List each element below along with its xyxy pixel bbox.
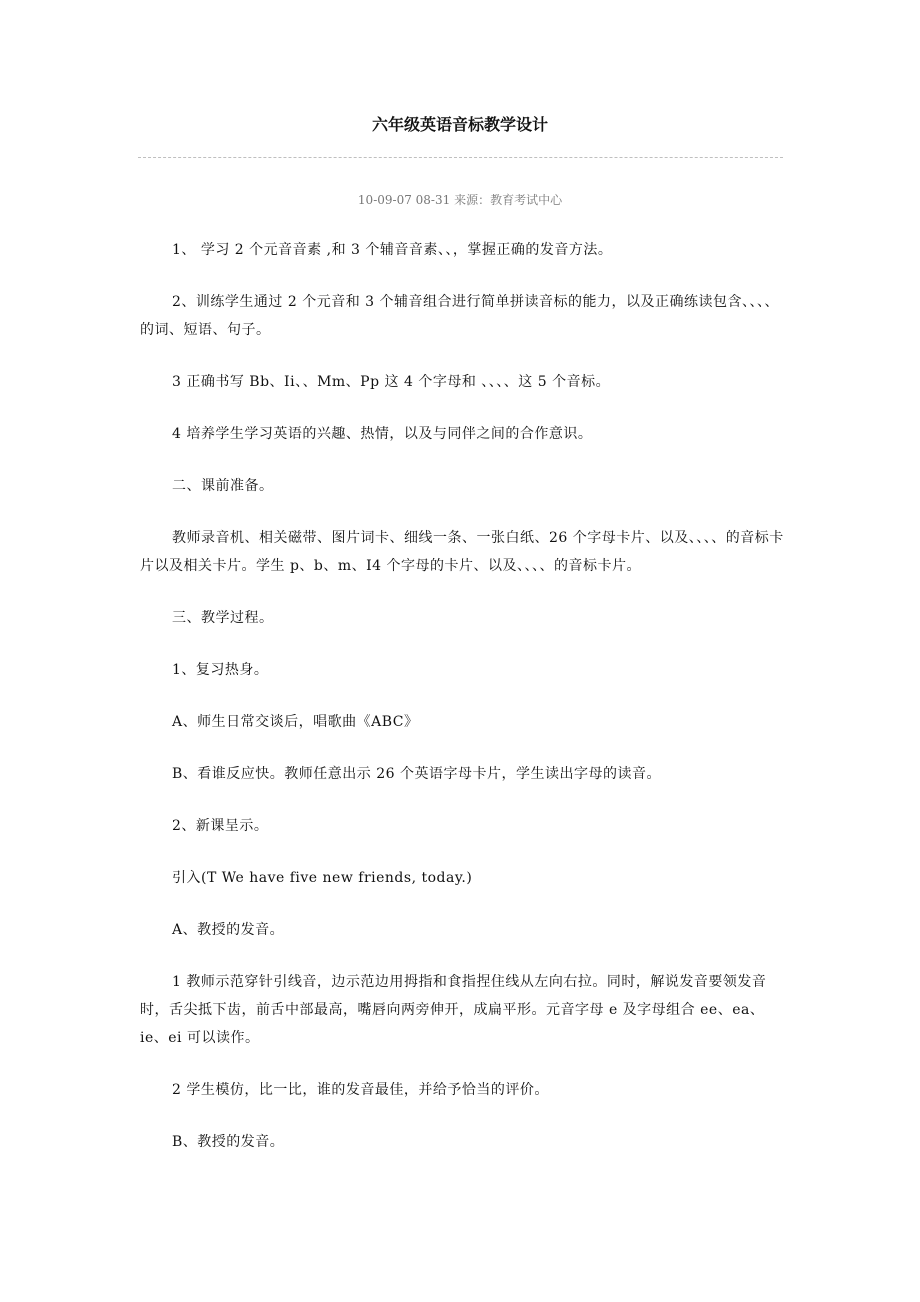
paragraph: 4 培养学生学习英语的兴趣、热情，以及与同伴之间的合作意识。 [172,426,593,442]
document-body [140,236,785,1180]
title-divider [138,157,783,158]
paragraph: 1 教师示范穿针引线音，边示范边用拇指和食指捏住线从左向右拉。同时，解说发音要领发音时，舌尖抵下齿，前舌中部最高，嘴唇向两旁伸开，成扁平形。元音字母 e 及字母组合 ee、ea、ie、ei 可以读作。 [140,974,767,1046]
paragraph: A、师生日常交谈后，唱歌曲《ABC》 [172,714,419,730]
subsection-heading: 1、复习热身。 [172,662,269,678]
paragraph: 引入(T We have five new friends, today.) [172,870,473,886]
paragraph: B、看谁反应快。教师任意出示 26 个英语字母卡片，学生读出字母的读音。 [172,766,662,782]
document-meta: 10-09-07 08-31 来源：教育考试中心 [357,193,563,207]
section-heading: 三、教学过程。 [172,610,274,626]
subsection-heading: 2、新课呈示。 [172,818,269,834]
paragraph: A、教授的发音。 [172,922,285,938]
document-title: 六年级英语音标教学设计 [371,115,548,134]
paragraph: 2 学生模仿，比一比，谁的发音最佳，并给予恰当的评价。 [172,1082,549,1098]
paragraph: B、教授的发音。 [172,1134,285,1150]
paragraph: 3 正确书写 Bb、Ii、、Mm、Pp 这 4 个字母和 、、、、这 5 个音标。 [172,374,611,390]
paragraph: 1、 学习 2 个元音音素 ,和 3 个辅音音素、、，掌握正确的发音方法。 [172,242,613,258]
paragraph: 2、训练学生通过 2 个元音和 3 个辅音组合进行简单拼读音标的能力，以及正确练读包含、、、、的词、短语、句子。 [140,294,780,338]
paragraph: 教师录音机、相关磁带、图片词卡、细线一条、一张白纸、26 个字母卡片、以及、、、、的音标卡片以及相关卡片。学生 p、b、m、I4 个字母的卡片、以及、、、、的音标卡片。 [140,530,784,574]
section-heading: 二、课前准备。 [172,478,274,494]
